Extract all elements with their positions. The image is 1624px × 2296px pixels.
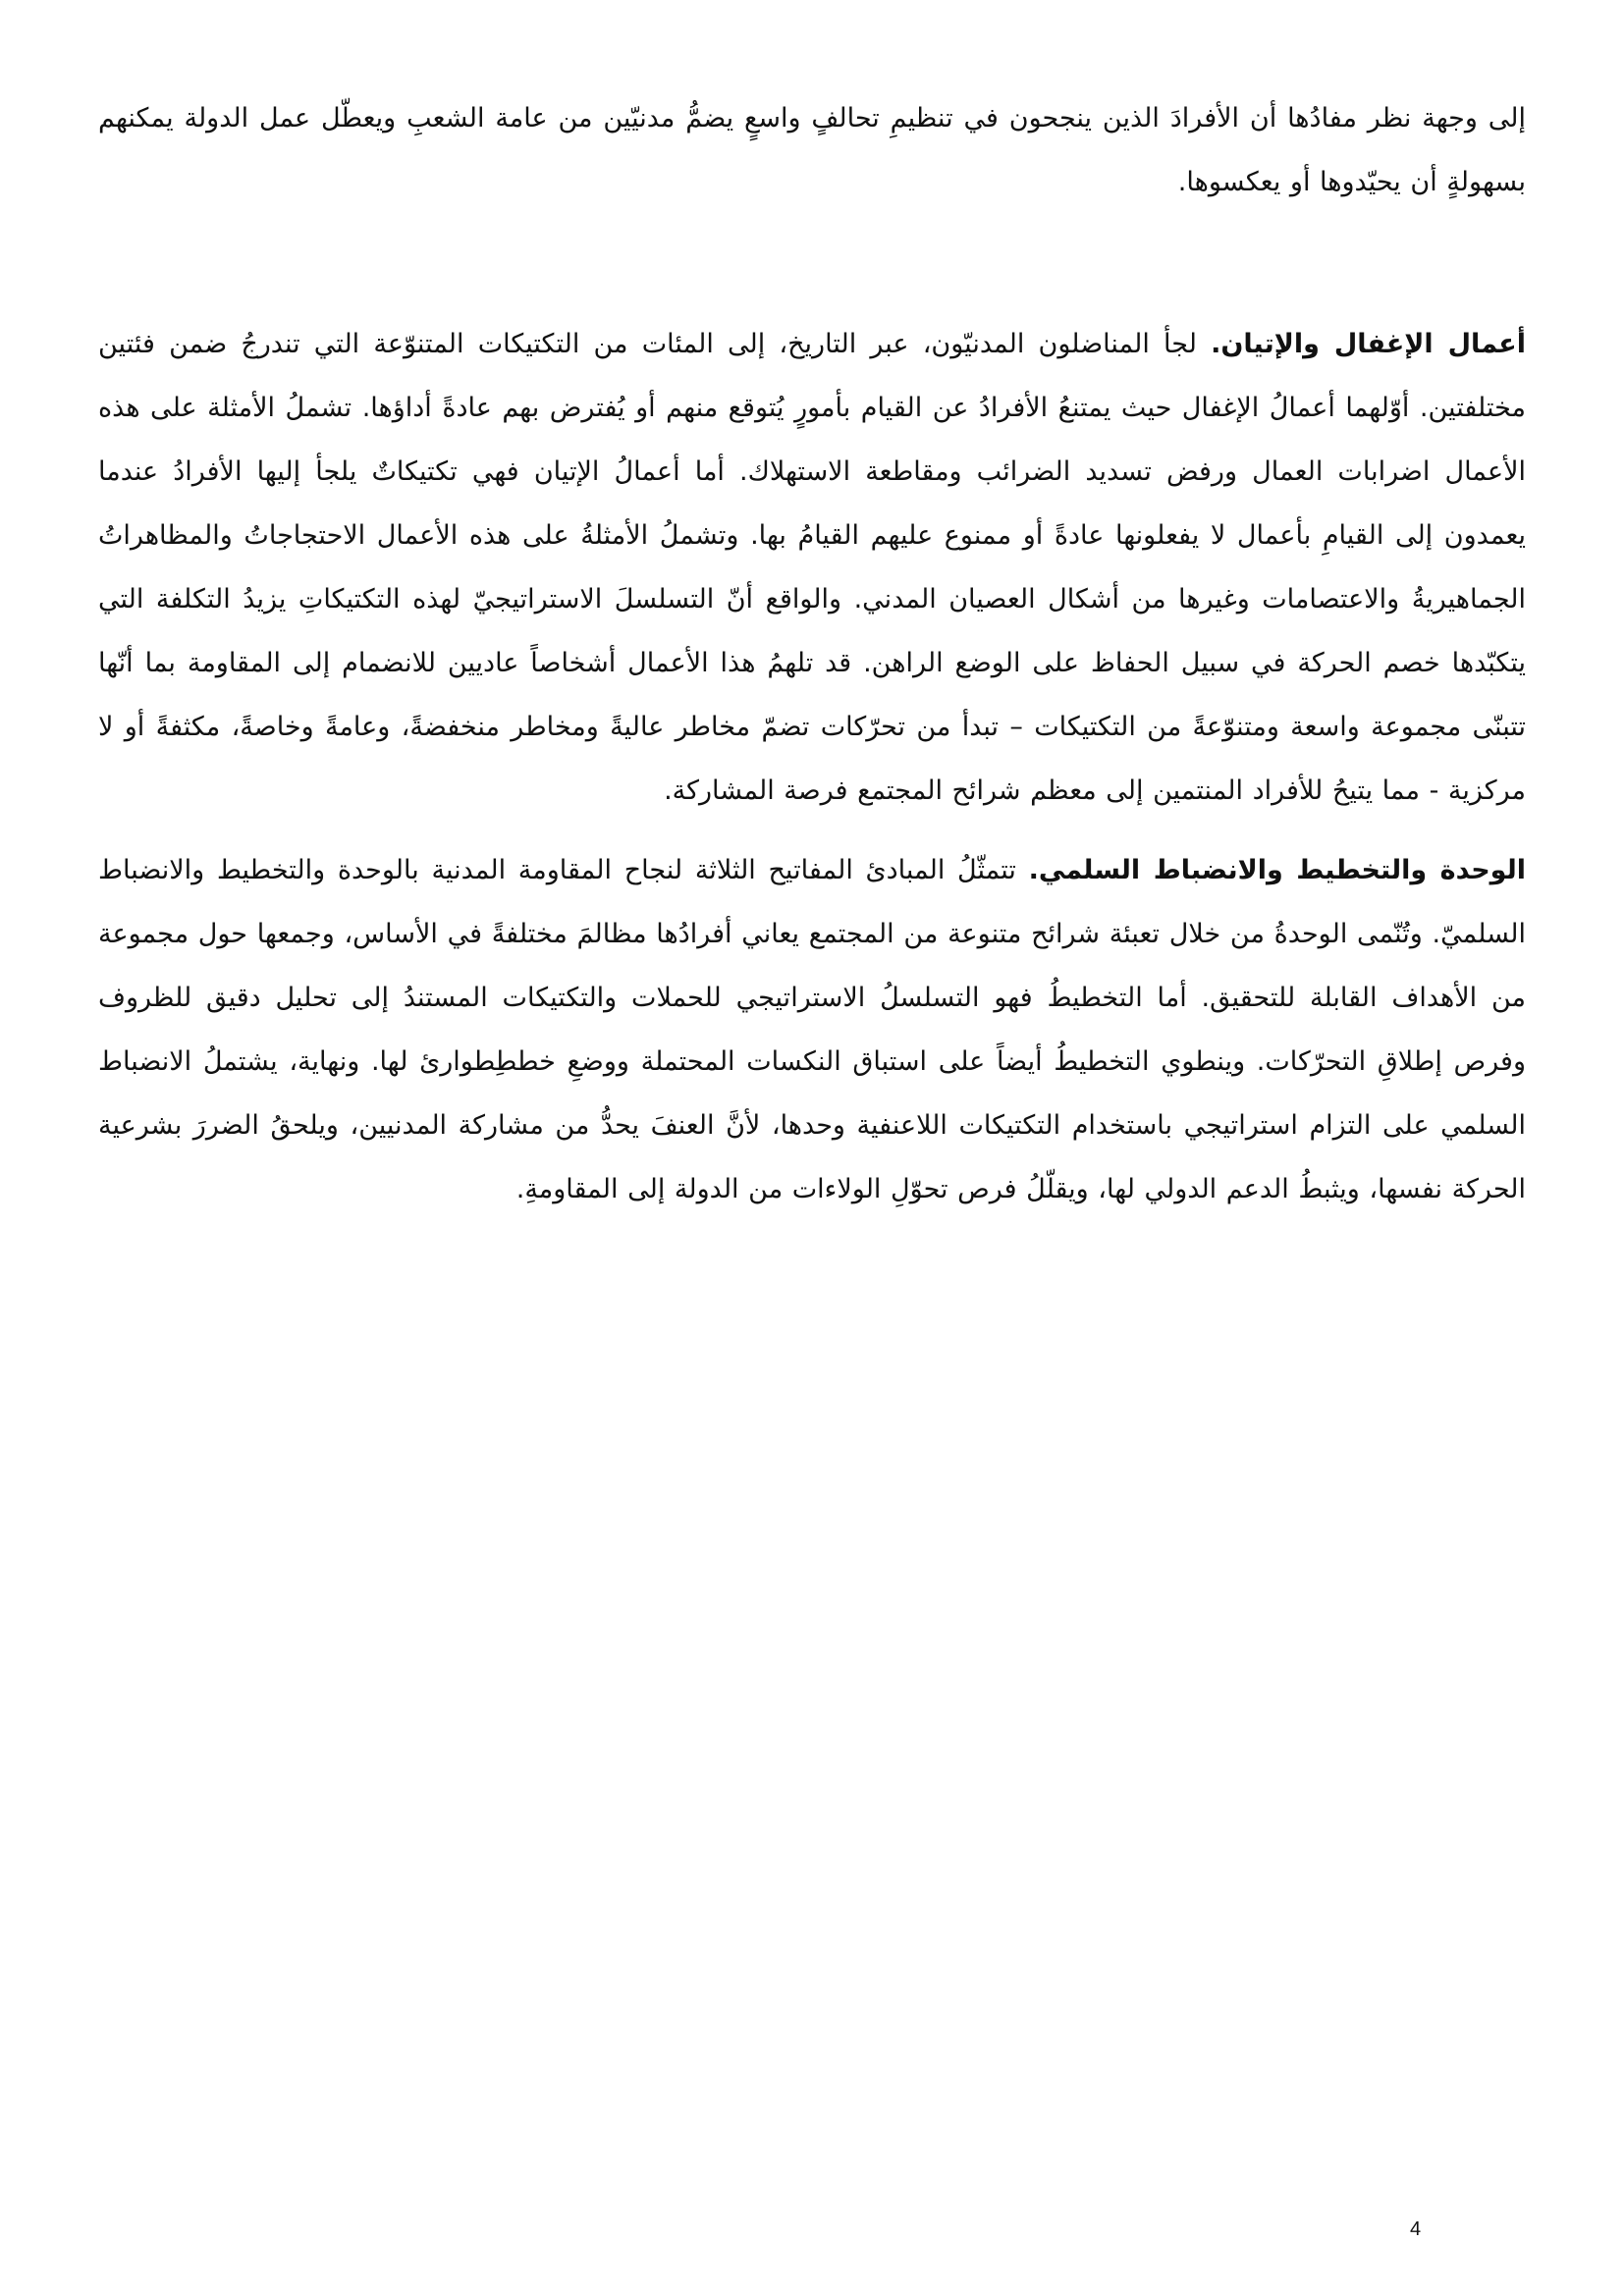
paragraph-text: لجأ المناضلون المدنيّون، عبر التاريخ، إلى المئات من التكتيكات المتنوّعة التي تندرجُ ضمن فئتين مختلفتين. أوّلهما أعمالُ الإغفال حيث يمتنعُ الأفرادُ عن القيام بأمورٍ يُتوقع منهم أو يُفترض بهم عادةً أداؤها. تشملُ الأمثلة على هذه الأعمال اضرابات العمال ورفض تسديد الضرائب ومقاطعة الاستهلاك. أما أعمالُ الإتيان فهي تكتيكاتٌ يلجأ إليها الأفرادُ عندما يعمدون إلى القيامِ بأعمال لا يفعلونها عادةً أو ممنوع عليهم القيامُ بها. وتشملُ الأمثلةُ على هذه الأعمال الاحتجاجاتُ والمظاهراتُ الجماهيريةُ والاعتصامات وغيرها من أشكال العصيان المدني. والواقع أنّ التسلسلَ الاستراتيجيّ لهذه التكتيكاتِ يزيدُ التكلفة التي يتكبّدها خصم الحركة في سبيل الحفاظ على الوضع الراهن. قد تلهمُ هذا الأعمال أشخاصاً عاديين للانضمام إلى المقاومة بما أنّها تتبنّى مجموعة واسعة ومتنوّعةً من التكتيكات – تبدأ من تحرّكات تضمّ مخاطر عاليةً ومخاطر منخفضةً، وعامةً وخاصةً، مكثفةً أو لا مركزية - مما يتيحُ للأفراد المنتمين إلى معظم شرائح المجتمع فرصة المشاركة. [98,329,1526,806]
paragraph-heading: الوحدة والتخطيط والانضباط السلمي. [1028,855,1526,885]
paragraph-text: إلى وجهة نظر مفادُها أن الأفرادَ الذين ينجحون في تنظيمِ تحالفٍ واسعٍ يضمُّ مدنيّين من عامة الشعبِ ويعطّل عمل الدولة يمكنهم بسهولةٍ أن يحيّدوها أو يعكسوها. [98,103,1526,197]
paragraph-text: تتمثّلُ المبادئ المفاتيح الثلاثة لنجاح المقاومة المدنية بالوحدة والتخطيط والانضباط السلميّ. وتُنّمى الوحدةُ من خلال تعبئة شرائح متنوعة من المجتمع يعاني أفرادُها مظالمَ مختلفةً في الأساس، وجمعها حول مجموعة من الأهداف القابلة للتحقيق. أما التخطيطُ فهو التسلسلُ الاستراتيجي للحملات والتكتيكات المستندُ إلى تحليل دقيق للظروف وفرص إطلاقِ التحرّكات. وينطوي التخطيطُ أيضاً على استباق النكسات المحتملة ووضعِ خططِطوارئ لها. ونهاية، يشتملُ الانضباط السلمي على التزام استراتيجي باستخدام التكتيكات اللاعنفية وحدها، لأنَّ العنفَ يحدُّ من مشاركة المدنيين، ويلحقُ الضررَ بشرعية الحركة نفسها، ويثبطُ الدعم الدولي لها، ويقلّلُ فرص تحوّلِ الولاءات من الدولة إلى المقاومةِ. [98,855,1526,1204]
paragraph-continuation [98,86,1526,214]
paragraph-spacer [98,214,1526,312]
paragraph-omission-commission [98,312,1526,823]
paragraph-spacer [98,823,1526,838]
document-page [98,86,1526,1221]
paragraph-unity-planning-discipline [98,838,1526,1221]
page-number: 4 [1410,2218,1422,2240]
paragraph-heading: أعمال الإغفال والإتيان. [1211,329,1526,359]
